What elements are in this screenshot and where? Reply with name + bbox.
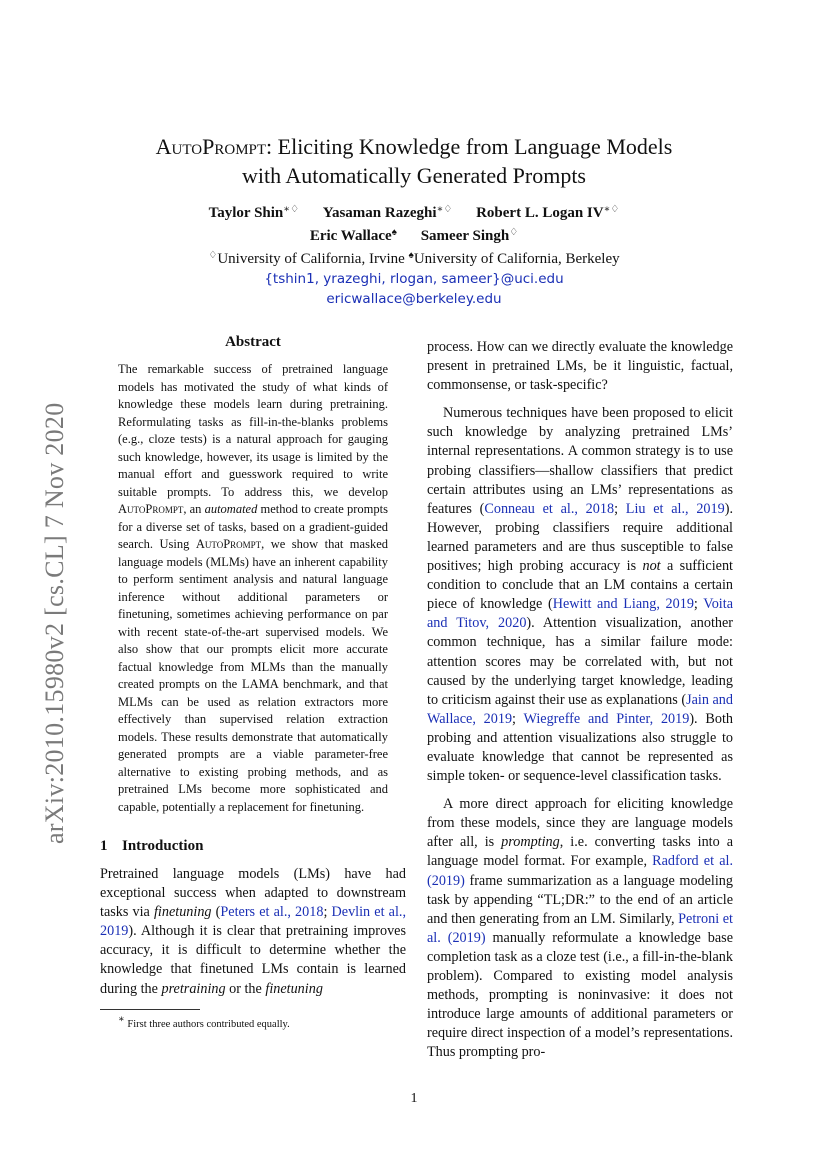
author-list [100, 200, 728, 246]
paper-title: AutoPrompt: Eliciting Knowledge from Language Models with Automatically Generated Prompts [155, 134, 673, 188]
citation-link[interactable]: Petroni et al. (2019) [427, 910, 733, 946]
citation-link[interactable]: Jain and Wallace, 2019 [427, 691, 733, 727]
author-name: Yasaman Razeghi [322, 205, 437, 221]
right-column [427, 338, 733, 1062]
arxiv-identifier: arXiv:2010.15980v2 [cs.CL] 7 Nov 2020 [40, 402, 69, 844]
author-marks: ♠ [391, 227, 397, 238]
author-marks: ♢ [509, 227, 519, 238]
citation-link[interactable]: Conneau et al., 2018 [484, 500, 615, 517]
affiliation-name: University of California, Berkeley [413, 251, 620, 267]
author-marks: ∗♢ [603, 204, 620, 215]
citation-link[interactable]: Peters et al., 2018 [220, 904, 324, 921]
page-number: 1 [410, 1091, 418, 1106]
author-name: Robert L. Logan IV [476, 205, 604, 221]
citation-link[interactable]: Devlin et al., 2019 [100, 904, 406, 940]
footnote-rule [100, 1009, 200, 1010]
paragraph-prompting: A more direct approach for eliciting knowledge from these models, since they are language models after all, is prompting, i.e. converting tasks into a language model format. For example, Radford et al. (2019) frame summarization as a language modeling task by appending “TL;DR:” to the end of an article and then generating from an LM. Similarly, Petroni et al. (2019) manually reformulate a knowledge base completion task as a cloze test (i.e., a fill-in-the-blank problem). Compared to existing model analysis methods, prompting is noninvasive: it does not introduce large amounts of additional parameters or require direct inspection of a model’s representations. Thus prompting pro- [427, 796, 733, 1061]
affiliation-mark: ♠ [408, 250, 414, 261]
footnote: ∗ First three authors contributed equally. [118, 1013, 290, 1030]
author-marks: ∗♢ [283, 204, 300, 215]
section-heading-introduction: 1 Introduction [100, 838, 204, 854]
method-name: AutoPrompt [155, 134, 267, 159]
paragraph-probing: Numerous techniques have been proposed to elicit such knowledge by analyzing pretrained LMs’ internal representations. A common strategy is to use probing classifiers—shallow classifiers that predict certain attributes using an LMs’ representations as features (Conneau et al., 2018; Liu et al., 2019). However, probing classifiers require additional learned parameters and are thus susceptible to false positives; high probing accuracy is not a sufficient condition to conclude that an LM contains a certain piece of knowledge (Hewitt and Liang, 2019; Voita and Titov, 2020). Attention visualization, another common technique, has a similar failure mode: attention scores may be correlated with, but not caused by the underlying target knowledge, leading to criticism against their use as explanations (Jain and Wallace, 2019; Wiegreffe and Pinter, 2019). Both probing and attention visualizations also struggle to evaluate knowledge that cannot be represented as simple token- or sequence-level classification tasks. [427, 405, 734, 785]
citation-link[interactable]: Liu et al., 2019 [625, 500, 725, 517]
paragraph-continued: process. How can we directly evaluate the knowledge present in pretrained LMs, be it linguistic, factual, commonsense, or task-specific? [427, 339, 733, 394]
author-marks: ∗♢ [436, 204, 453, 215]
affiliation-mark: ♢ [208, 250, 218, 261]
author-name: Eric Wallace [309, 228, 392, 244]
email-uci[interactable]: {tshin1, yrazeghi, rlogan, sameer}@uci.edu [264, 271, 564, 287]
email-berkeley[interactable]: ericwallace@berkeley.edu [326, 291, 502, 307]
author-name: Sameer Singh [420, 228, 510, 244]
citation-link[interactable]: Radford et al. (2019) [427, 853, 733, 889]
intro-paragraph: Pretrained language models (LMs) have had exceptional success when adapted to downstream tasks via finetuning (Peters et al., 2018; Devlin et al., 2019). Although it is clear that pretraining improves accuracy, it is difficult to determine whether the knowledge that finetuned LMs contain is learned during the pretraining or the finetuning [100, 866, 406, 997]
affiliations [100, 246, 728, 269]
affiliation-name: University of California, Irvine [217, 251, 405, 267]
author-name: Taylor Shin [208, 205, 284, 221]
abstract-text: The remarkable success of pretrained language models has motivated the study of what kinds of knowledge these models learn during pretraining. Reformulating tasks as fill-in-the-blanks problems (e.g., cloze tests) is a natural approach for gauging such knowledge, however, its usage is limited by the manual effort and guesswork required to write suitable prompts. To address this, we develop AutoPrompt, an automated method to create prompts for a diverse set of tasks, based on a gradient-guided search. Using AutoPrompt, we show that masked language models (MLMs) have an inherent capability to perform sentiment analysis and natural language inference without additional parameters or finetuning, sometimes achieving performance on par with recent state-of-the-art supervised models. We also show that our prompts elicit more accurate factual knowledge from MLMs than the manually created prompts on the LAMA benchmark, and that MLMs can be used as relation extractors more effectively than supervised relation extraction models. These results demonstrate that automatically generated prompts are a viable parameter-free alternative to existing probing methods, and as pretrained LMs become more sophisticated and capable, potentially a replacement for finetuning. [118, 362, 388, 814]
paper-header [100, 132, 728, 309]
citation-link[interactable]: Hewitt and Liang, 2019 [552, 596, 694, 613]
left-column [100, 334, 406, 1030]
abstract-heading: Abstract [225, 334, 281, 350]
citation-link[interactable]: Wiegreffe and Pinter, 2019 [523, 710, 690, 727]
citation-link[interactable]: Voita and Titov, 2020 [427, 596, 733, 632]
